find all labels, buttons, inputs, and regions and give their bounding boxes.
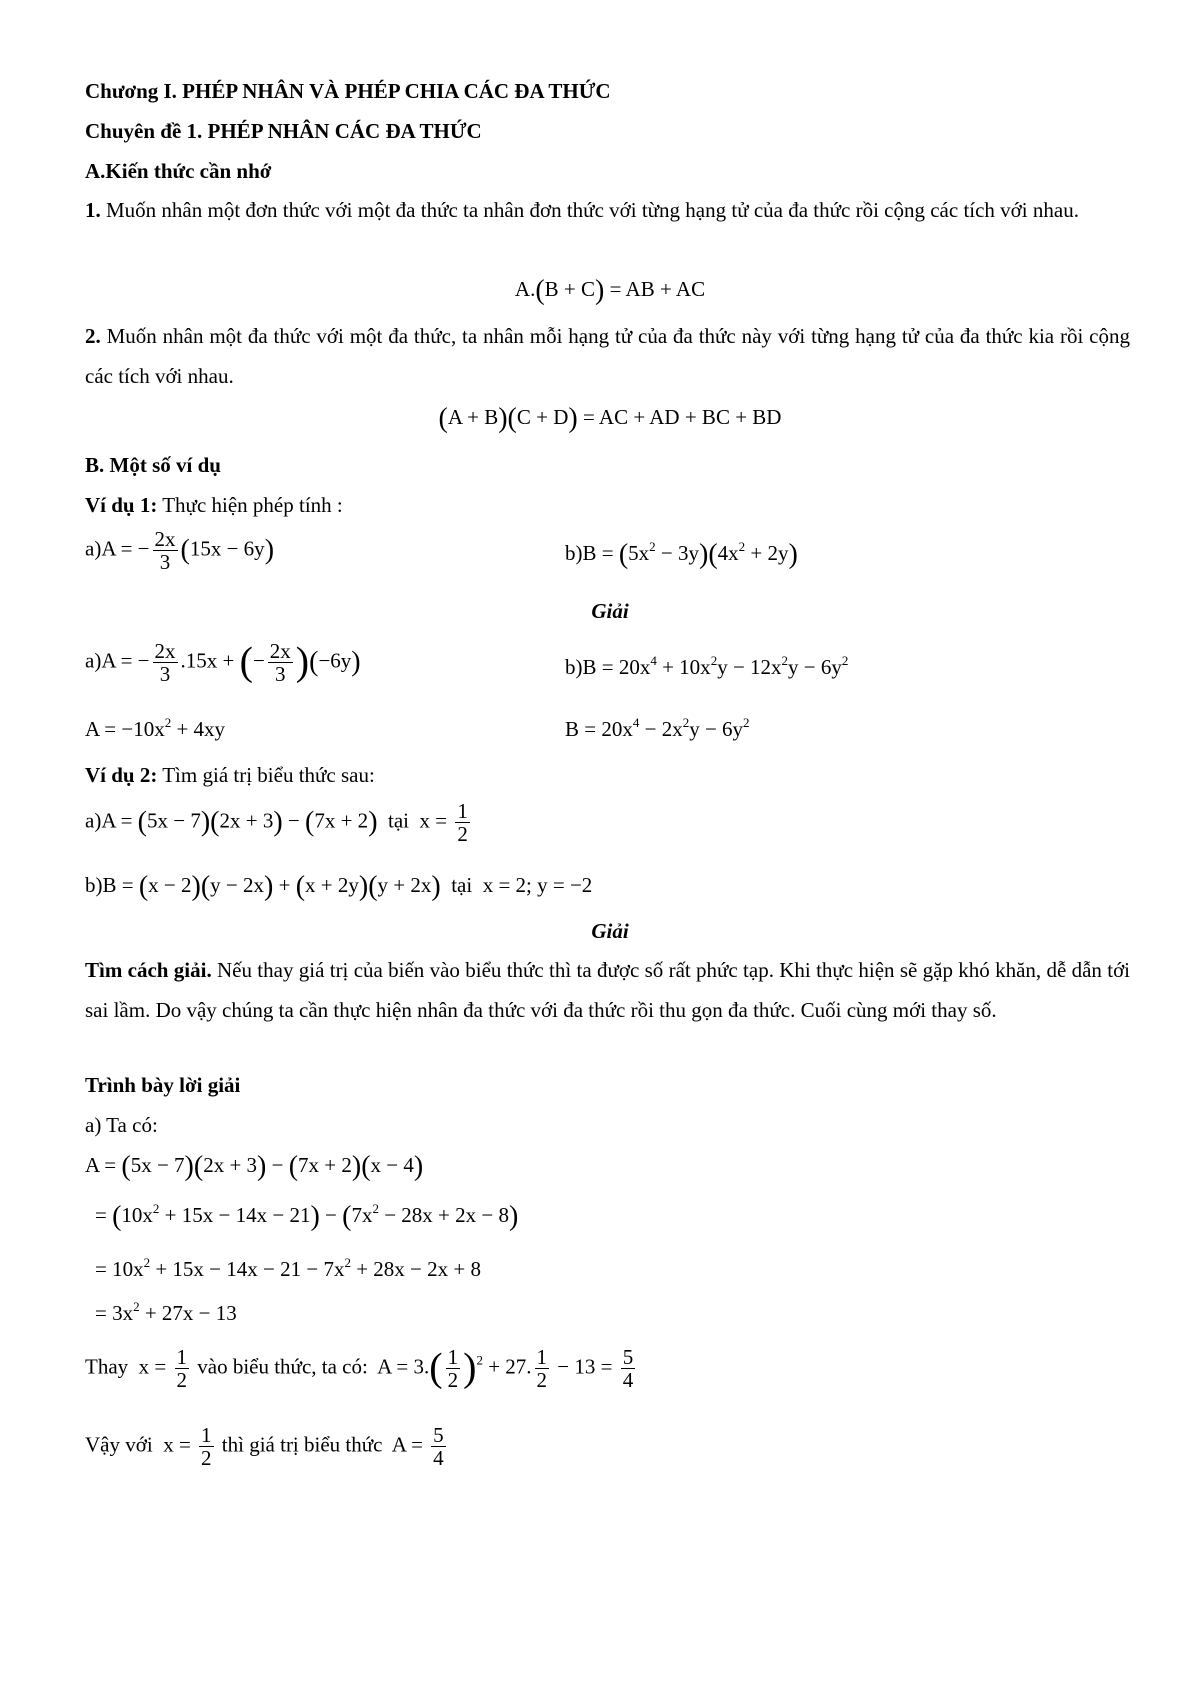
part-a-step-4: = $3x^2 + 27x - 13$ <box>95 1299 237 1325</box>
rule-2-text: Muốn nhân một đa thức với một đa thức, ta nhân mỗi hạng tử của đa thức này với từng hạng tử của đa thức kia rồi cộng các tích với nhau. <box>85 324 1130 388</box>
substitute-label-2: vào biểu thức, ta có: <box>197 1354 368 1379</box>
rule-1-formula: A.(B + C) = AB + AC <box>514 275 706 306</box>
example-1b-step-1: $b)B = 20x^4 + 10x^2y - 12x^2y - 6y^2$ <box>565 653 849 679</box>
example-1b-result: $B = 20x^4 - 2x^2y - 6y^2$ <box>565 715 750 741</box>
substitution-line: Thay x = $\frac{1}{2}$ vào biểu thức, ta có: A = 3.( $\frac{1}{2}$ )$^2$ + 27. $\frac{1}{2}$ − 13 = $\frac{5}{4}$ <box>85 1344 634 1392</box>
hint-paragraph <box>85 950 1130 1030</box>
rule-2 <box>85 316 1130 396</box>
example-1-solution-label: Giải <box>591 599 629 623</box>
part-a-step-1: A = (5x − 7)(2x + 3) − (7x + 2)(x − 4) <box>85 1151 424 1182</box>
section-a-heading: A.Kiến thức cần nhớ <box>85 159 272 183</box>
rule-1-number: 1. <box>85 198 101 222</box>
part-a-step-2: = $(10x^2 + 15x - 14x - 21) - (7x^2 - 28x + 2x - 8)$ <box>95 1201 519 1232</box>
rule-2-formula: (A + B)(C + D) = AC + AD + BC + BD <box>438 403 782 434</box>
substitute-label: Thay <box>85 1354 129 1379</box>
example-1a-result: $A = -10x^2 + 4xy$ <box>85 715 226 741</box>
conclusion-line: Vậy với x = $\frac{1}{2}$ thì giá trị biểu thức A = $\frac{5}{4}$ <box>85 1423 444 1470</box>
example-2a-problem: a)A = (5x − 7)(2x + 3) − (7x + 2) tại x = $\frac{1}{2}$ <box>85 799 468 846</box>
example-2-text: Tìm giá trị biểu thức sau: <box>162 763 375 787</box>
example-2-solution-label: Giải <box>591 919 629 943</box>
at-word-b: tại <box>451 873 473 897</box>
example-1-text: Thực hiện phép tính : <box>162 493 343 517</box>
hint-label: Tìm cách giải. <box>85 958 212 982</box>
example-1a-step-1: a)A = − $\frac{2x}{3}$ .15x + (− $\frac{2x}{3}$ )(−6y) <box>85 638 361 686</box>
chapter-title: Chương I. PHÉP NHÂN VÀ PHÉP CHIA CÁC ĐA THỨC <box>85 79 611 103</box>
rule-1-text: Muốn nhân một đơn thức với một đa thức ta nhân đơn thức với từng hạng tử của đa thức rồi cộng các tích với nhau. <box>106 198 1079 222</box>
example-1b-problem: $b)B = (5x^2 - 3y)(4x^2 + 2y)$ <box>565 539 798 570</box>
presentation-heading: Trình bày lời giải <box>85 1073 241 1097</box>
section-b-heading: B. Một số ví dụ <box>85 453 221 477</box>
conclusion-label-2: thì giá trị biểu thức <box>221 1432 383 1457</box>
example-1-label: Ví dụ 1: <box>85 493 158 517</box>
rule-2-number: 2. <box>85 324 101 348</box>
example-2-heading <box>85 762 375 789</box>
rule-1 <box>85 190 1130 230</box>
example-1-heading <box>85 492 343 519</box>
topic-title: Chuyên đề 1. PHÉP NHÂN CÁC ĐA THỨC <box>85 119 482 143</box>
conclusion-label: Vậy với <box>85 1432 153 1457</box>
part-a-step-3: = $10x^2 + 15x - 14x - 21 - 7x^2 + 28x - 2x + 8$ <box>95 1255 481 1281</box>
example-2-label: Ví dụ 2: <box>85 763 158 787</box>
example-1a-problem: a)A = − $\frac{2x}{3}$ (15x − 6y) <box>85 527 275 574</box>
hint-text: Nếu thay giá trị của biến vào biểu thức thì ta được số rất phức tạp. Khi thực hiện sẽ gặp khó khăn, dễ dẫn tới sai lầm. Do vậy chúng ta cần thực hiện nhân đa thức với đa thức rồi thu gọn đa thức. Cuối cùng mới thay số. <box>85 958 1131 1022</box>
at-word-a: tại <box>388 808 410 833</box>
part-a-intro: a) Ta có: <box>85 1113 158 1137</box>
example-2b-problem: b)B = (x − 2)(y − 2x) + (x + 2y)(y + 2x) tại x = 2; y = −2 <box>85 871 593 902</box>
